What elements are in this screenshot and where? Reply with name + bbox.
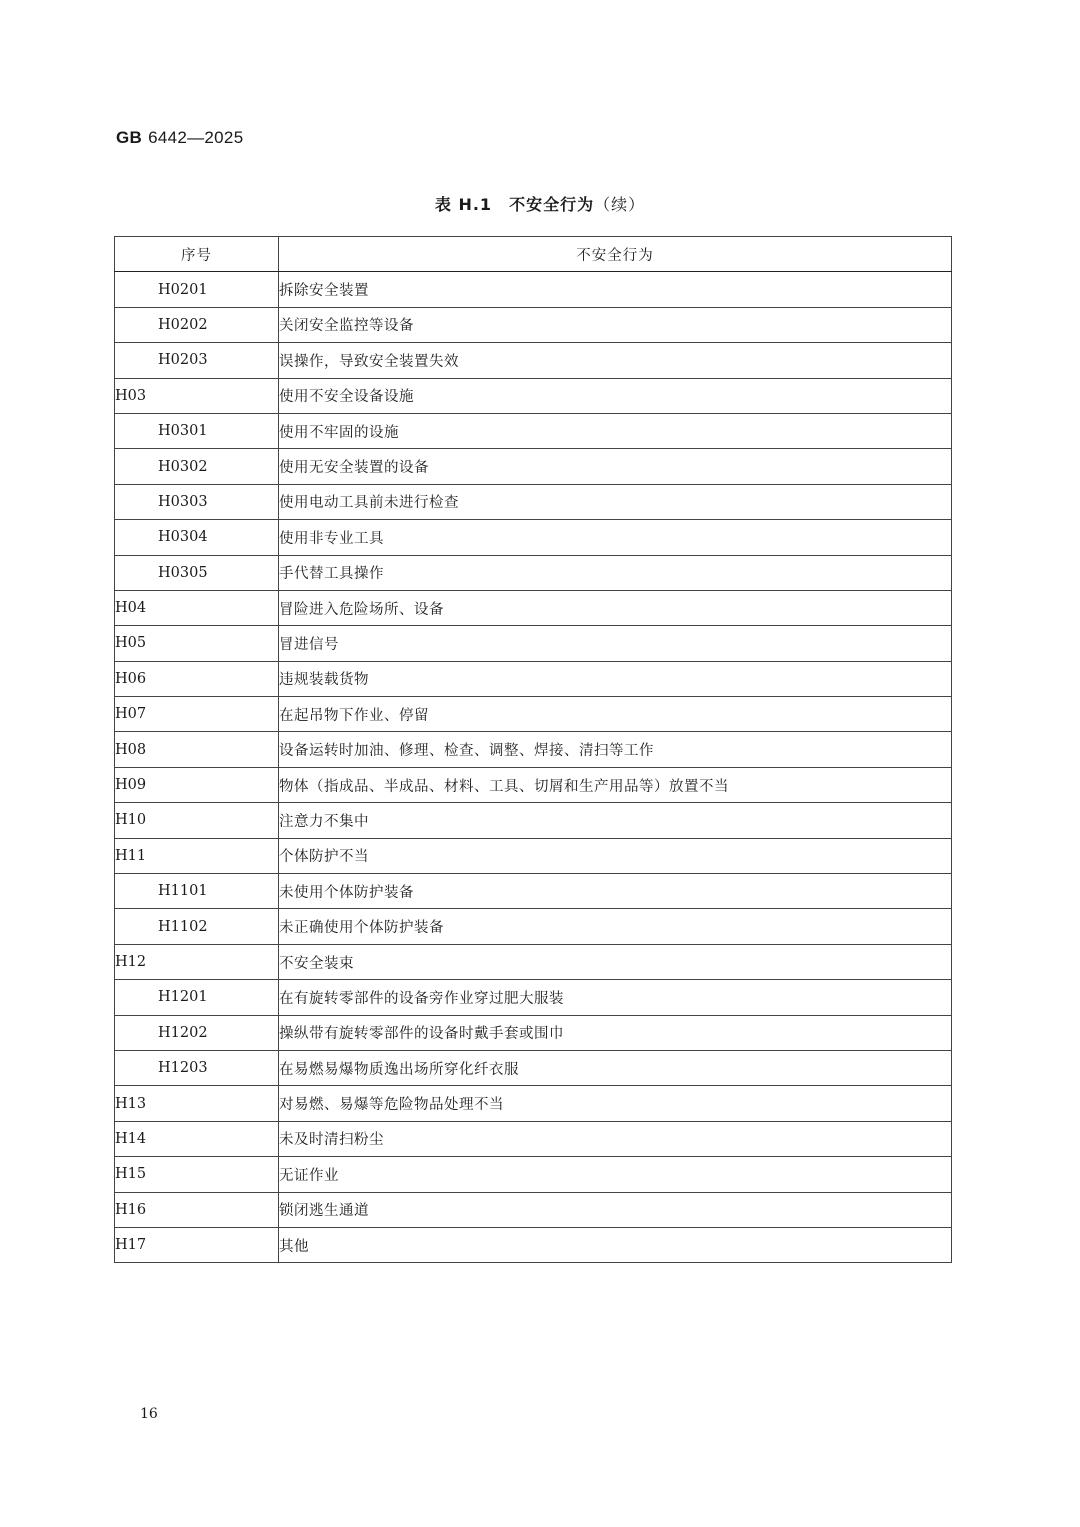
row-behavior: 未使用个体防护装备 bbox=[279, 874, 952, 909]
row-code: H06 bbox=[115, 661, 279, 696]
row-code: H03 bbox=[115, 378, 279, 413]
table-row bbox=[115, 803, 952, 838]
row-behavior: 使用无安全装置的设备 bbox=[279, 449, 952, 484]
row-code: H05 bbox=[115, 626, 279, 661]
table-row bbox=[115, 697, 952, 732]
row-code: H0301 bbox=[115, 413, 279, 448]
table-row bbox=[115, 1086, 952, 1121]
row-code: H08 bbox=[115, 732, 279, 767]
row-behavior: 对易燃、易爆等危险物品处理不当 bbox=[279, 1086, 952, 1121]
table-row bbox=[115, 909, 952, 944]
table-row bbox=[115, 874, 952, 909]
table-row bbox=[115, 732, 952, 767]
page-number: 16 bbox=[140, 1406, 158, 1422]
table-row bbox=[115, 484, 952, 519]
row-code: H1202 bbox=[115, 1015, 279, 1050]
table-row bbox=[115, 626, 952, 661]
table-row bbox=[115, 449, 952, 484]
row-code: H0305 bbox=[115, 555, 279, 590]
row-behavior: 违规装载货物 bbox=[279, 661, 952, 696]
row-behavior: 在易燃易爆物质逸出场所穿化纤衣服 bbox=[279, 1050, 952, 1085]
row-code: H15 bbox=[115, 1157, 279, 1192]
row-code: H12 bbox=[115, 944, 279, 979]
table-row bbox=[115, 555, 952, 590]
row-behavior: 使用电动工具前未进行检查 bbox=[279, 484, 952, 519]
row-code: H04 bbox=[115, 590, 279, 625]
row-code: H0203 bbox=[115, 343, 279, 378]
row-behavior: 个体防护不当 bbox=[279, 838, 952, 873]
row-behavior: 物体（指成品、半成品、材料、工具、切屑和生产用品等）放置不当 bbox=[279, 767, 952, 802]
row-behavior: 在起吊物下作业、停留 bbox=[279, 697, 952, 732]
column-header-behavior: 不安全行为 bbox=[279, 237, 952, 272]
table-row bbox=[115, 1192, 952, 1227]
row-code: H16 bbox=[115, 1192, 279, 1227]
row-code: H0304 bbox=[115, 520, 279, 555]
row-behavior: 无证作业 bbox=[279, 1157, 952, 1192]
table-row bbox=[115, 838, 952, 873]
row-behavior: 误操作，导致安全装置失效 bbox=[279, 343, 952, 378]
table-row bbox=[115, 413, 952, 448]
row-behavior: 冒进信号 bbox=[279, 626, 952, 661]
table-row bbox=[115, 1157, 952, 1192]
row-code: H0302 bbox=[115, 449, 279, 484]
table-row bbox=[115, 1050, 952, 1085]
table-row bbox=[115, 272, 952, 307]
row-code: H0201 bbox=[115, 272, 279, 307]
row-code: H1203 bbox=[115, 1050, 279, 1085]
row-behavior: 冒险进入危险场所、设备 bbox=[279, 590, 952, 625]
row-behavior: 使用不牢固的设施 bbox=[279, 413, 952, 448]
column-header-code: 序号 bbox=[115, 237, 279, 272]
row-code: H1102 bbox=[115, 909, 279, 944]
row-code: H09 bbox=[115, 767, 279, 802]
row-code: H07 bbox=[115, 697, 279, 732]
table-header-row bbox=[115, 237, 952, 272]
table-row bbox=[115, 980, 952, 1015]
table-row bbox=[115, 661, 952, 696]
row-code: H0303 bbox=[115, 484, 279, 519]
table-row bbox=[115, 378, 952, 413]
row-code: H1101 bbox=[115, 874, 279, 909]
table-title: 表 H.1 不安全行为 bbox=[434, 195, 595, 214]
table-row bbox=[115, 944, 952, 979]
row-behavior: 其他 bbox=[279, 1227, 952, 1262]
table-row bbox=[115, 1015, 952, 1050]
row-behavior: 使用非专业工具 bbox=[279, 520, 952, 555]
table-row bbox=[115, 307, 952, 342]
row-behavior: 注意力不集中 bbox=[279, 803, 952, 838]
row-behavior: 未及时清扫粉尘 bbox=[279, 1121, 952, 1156]
row-code: H13 bbox=[115, 1086, 279, 1121]
table-row bbox=[115, 767, 952, 802]
standard-number: 6442—2025 bbox=[148, 128, 244, 147]
table-row bbox=[115, 1227, 952, 1262]
row-behavior: 拆除安全装置 bbox=[279, 272, 952, 307]
row-behavior: 锁闭逃生通道 bbox=[279, 1192, 952, 1227]
row-behavior: 未正确使用个体防护装备 bbox=[279, 909, 952, 944]
document-header bbox=[116, 128, 243, 148]
row-behavior: 在有旋转零部件的设备旁作业穿过肥大服装 bbox=[279, 980, 952, 1015]
row-behavior: 使用不安全设备设施 bbox=[279, 378, 952, 413]
row-code: H17 bbox=[115, 1227, 279, 1262]
row-behavior: 不安全装束 bbox=[279, 944, 952, 979]
row-code: H11 bbox=[115, 838, 279, 873]
row-behavior: 关闭安全监控等设备 bbox=[279, 307, 952, 342]
table-row bbox=[115, 1121, 952, 1156]
table-row bbox=[115, 590, 952, 625]
table-caption bbox=[0, 192, 1080, 215]
row-behavior: 手代替工具操作 bbox=[279, 555, 952, 590]
row-behavior: 设备运转时加油、修理、检查、调整、焊接、清扫等工作 bbox=[279, 732, 952, 767]
table-title-suffix: （续） bbox=[594, 195, 646, 214]
row-code: H10 bbox=[115, 803, 279, 838]
unsafe-behavior-table bbox=[114, 236, 952, 1263]
table-body bbox=[115, 272, 952, 1263]
standard-prefix: GB bbox=[116, 128, 143, 147]
row-code: H14 bbox=[115, 1121, 279, 1156]
row-behavior: 操纵带有旋转零部件的设备时戴手套或围巾 bbox=[279, 1015, 952, 1050]
row-code: H0202 bbox=[115, 307, 279, 342]
table-row bbox=[115, 343, 952, 378]
table-row bbox=[115, 520, 952, 555]
row-code: H1201 bbox=[115, 980, 279, 1015]
